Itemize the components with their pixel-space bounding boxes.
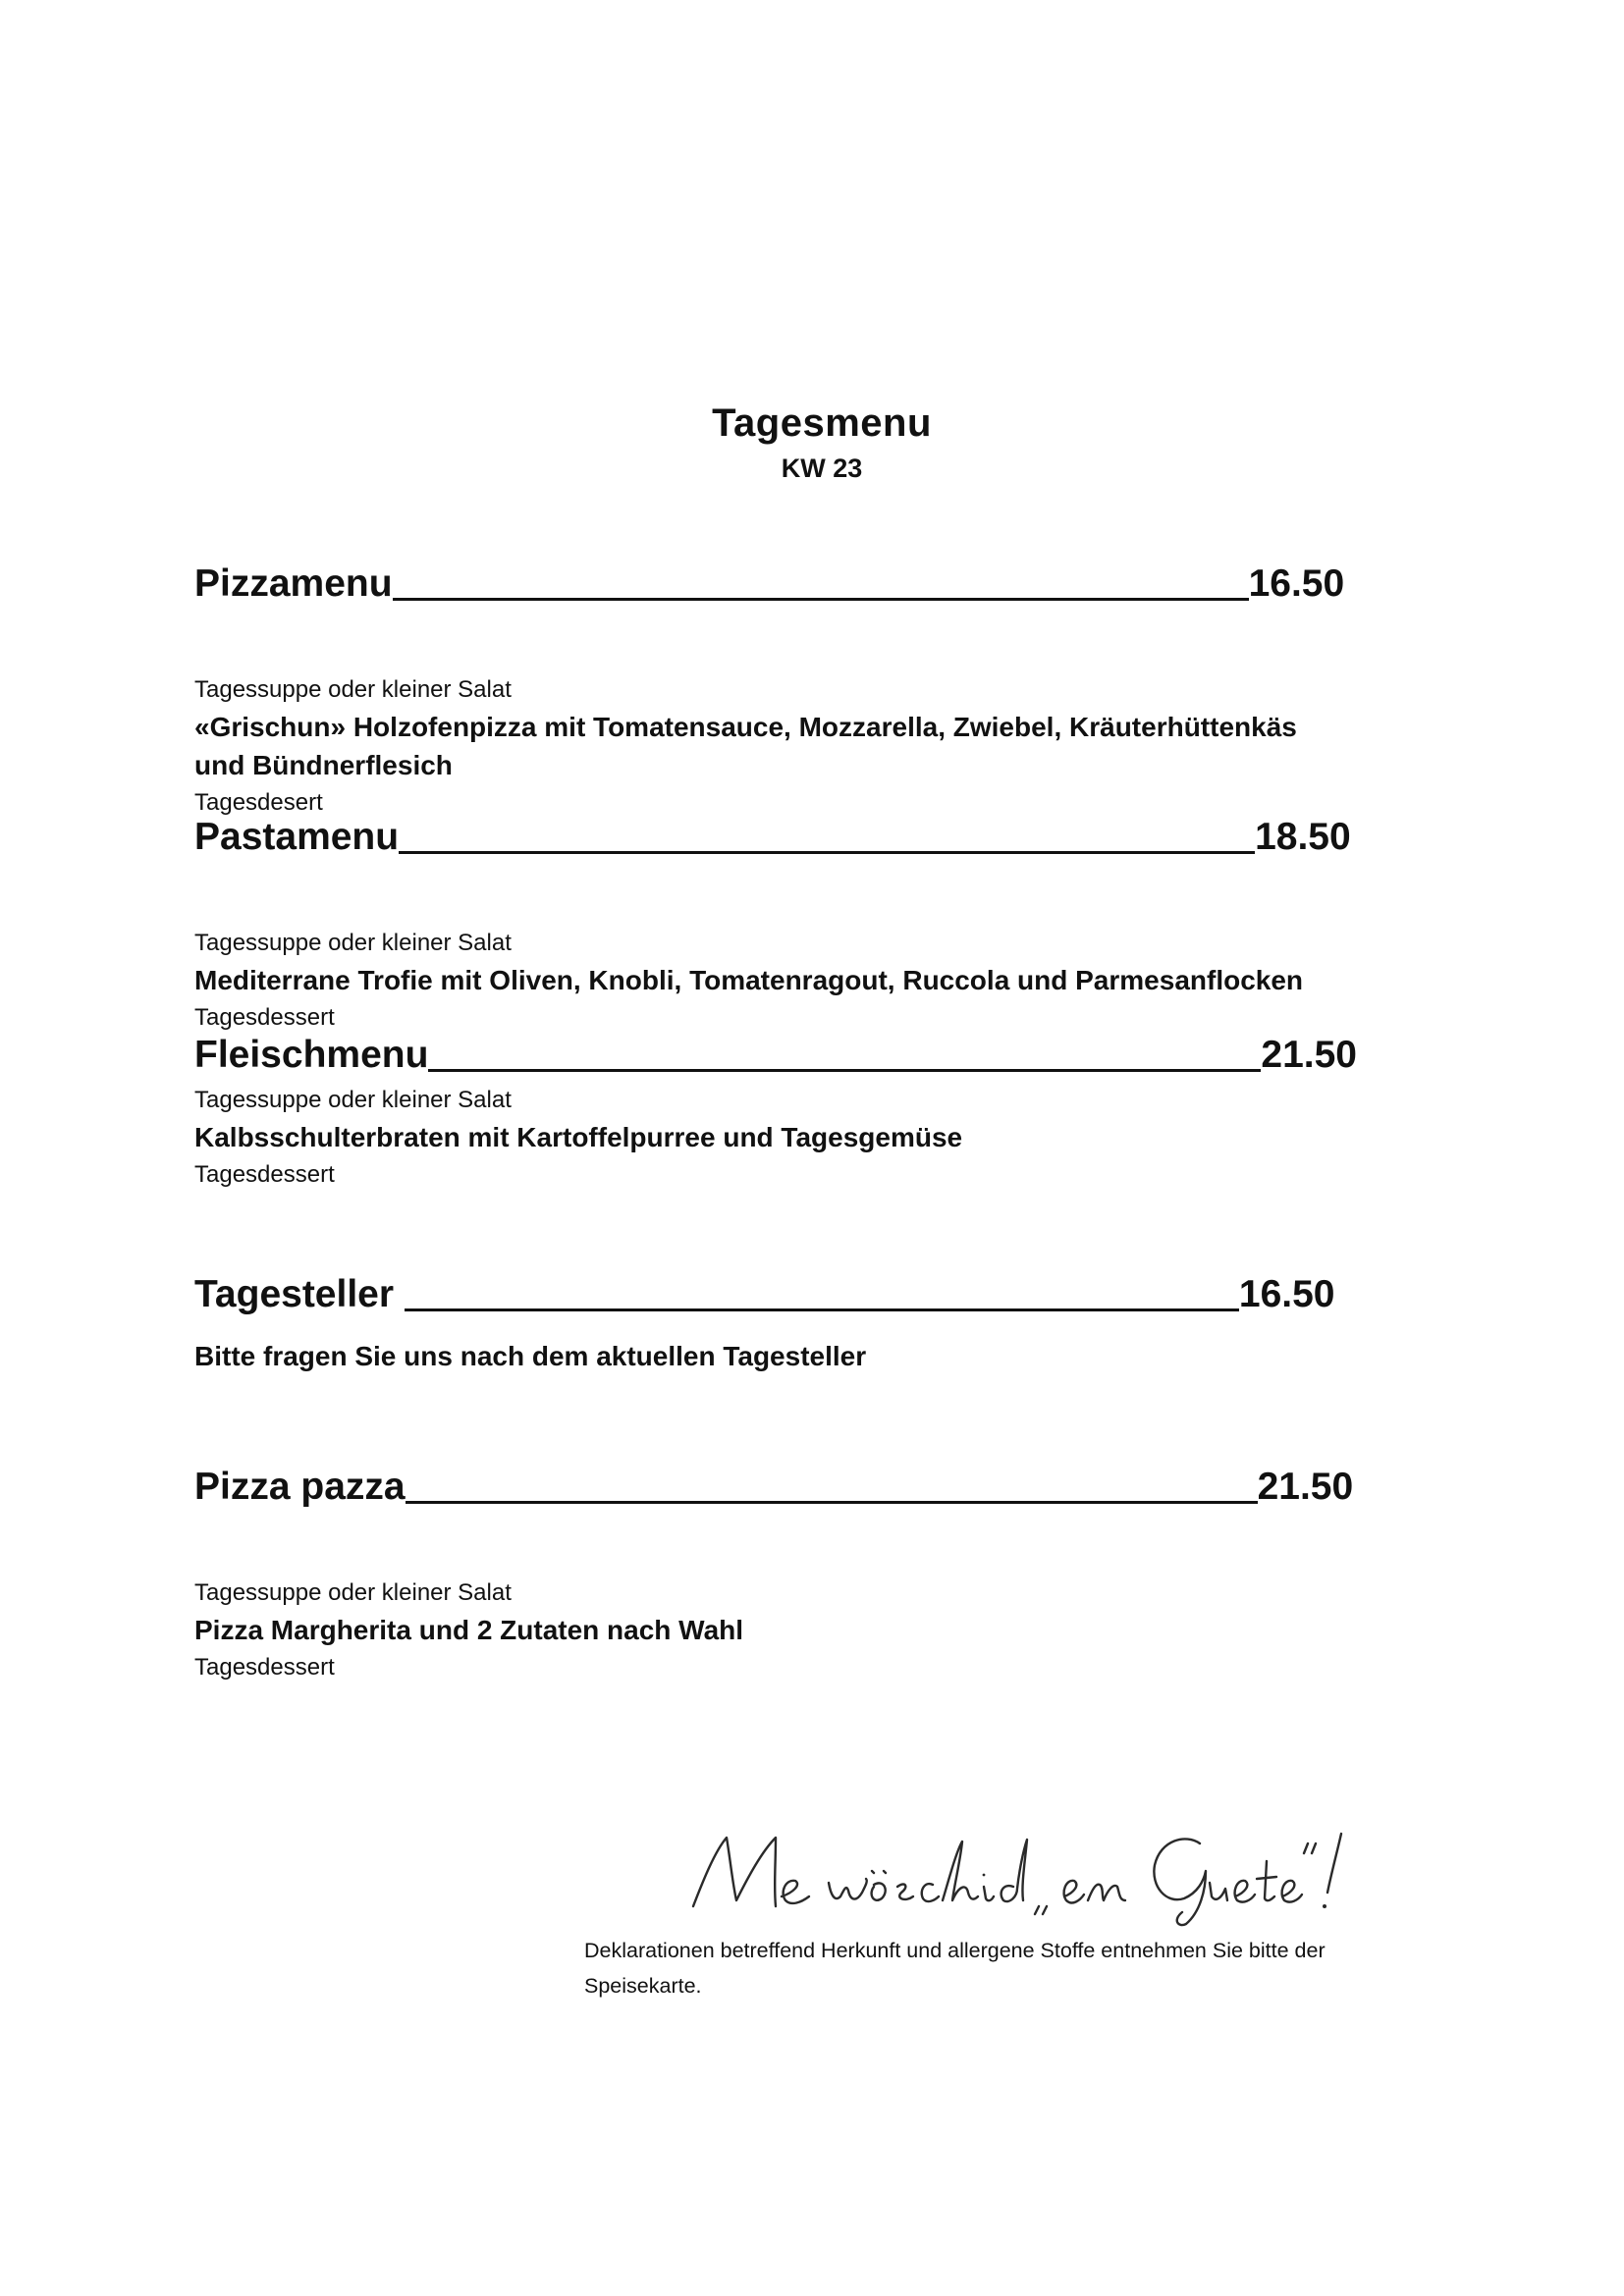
- menu-price: 16.50: [1248, 562, 1345, 605]
- menu-name: Pastamenu: [194, 816, 400, 858]
- menu-starter: Tagessuppe oder kleiner Salat: [194, 676, 512, 703]
- note-line: Speisekarte.: [584, 1974, 702, 1998]
- menu-main-course: «Grischun» Holzofenpizza mit Tomatensauce, Mozzarella, Zwiebel, Kräuterhüttenkäs: [194, 712, 1297, 742]
- page-title: Tagesmenu: [712, 401, 932, 445]
- menu-price: 21.50: [1261, 1034, 1358, 1076]
- dotted-rule-divider: [405, 1308, 1239, 1311]
- menu-heading: [194, 1270, 1373, 1319]
- menu-section-tagesteller: [194, 1270, 1373, 1375]
- menu-heading: [194, 560, 1373, 609]
- menu-section-pizzamenu: [194, 560, 1373, 821]
- allergen-declaration-note: [584, 1933, 1429, 2003]
- menu-heading: [194, 1031, 1373, 1080]
- menu-name: Pizza pazza: [194, 1466, 406, 1508]
- menu-heading: [194, 813, 1373, 862]
- menu-main-course-continued: und Bündnerflesich: [194, 750, 453, 780]
- menu-section-pastamenu: [194, 813, 1373, 1036]
- menu-starter: Tagessuppe oder kleiner Salat: [194, 1087, 512, 1113]
- dotted-rule-divider: [406, 1501, 1258, 1504]
- note-line: Deklarationen betreffend Herkunft und allergene Stoffe entnehmen Sie bitte der: [584, 1939, 1326, 1962]
- menu-section-pizza-pazza: [194, 1463, 1373, 1685]
- menu-dessert: Tagesdessert: [194, 1161, 335, 1188]
- menu-starter: Tagessuppe oder kleiner Salat: [194, 1579, 512, 1606]
- menu-main-course: Mediterrane Trofie mit Oliven, Knobli, Tomatenragout, Ruccola und Parmesanflocken: [194, 965, 1304, 995]
- menu-main-course: Pizza Margherita und 2 Zutaten nach Wahl: [194, 1615, 744, 1645]
- menu-heading: [194, 1463, 1373, 1512]
- calendar-week: KW 23: [781, 454, 863, 483]
- menu-main-course: Kalbsschulterbraten mit Kartoffelpurree und Tagesgemüse: [194, 1122, 963, 1152]
- handwritten-greeting: [679, 1822, 1367, 1930]
- menu-name: Tagesteller: [194, 1273, 405, 1315]
- menu-price: 16.50: [1238, 1273, 1335, 1315]
- menu-price: 21.50: [1257, 1466, 1354, 1508]
- menu-section-fleischmenu: [194, 1031, 1373, 1193]
- dotted-rule-divider: [428, 1069, 1261, 1072]
- menu-main-course: Bitte fragen Sie uns nach dem aktuellen Tagesteller: [194, 1341, 867, 1371]
- menu-name: Pizzamenu: [194, 562, 393, 605]
- menu-dessert: Tagesdessert: [194, 1004, 335, 1031]
- menu-dessert: Tagesdessert: [194, 1654, 335, 1681]
- dotted-rule-divider: [393, 598, 1249, 601]
- menu-dessert: Tagesdesert: [194, 789, 323, 816]
- dotted-rule-divider: [399, 851, 1255, 854]
- menu-name: Fleischmenu: [194, 1034, 429, 1076]
- menu-header: [0, 398, 1624, 486]
- menu-price: 18.50: [1255, 816, 1351, 858]
- menu-starter: Tagessuppe oder kleiner Salat: [194, 930, 512, 956]
